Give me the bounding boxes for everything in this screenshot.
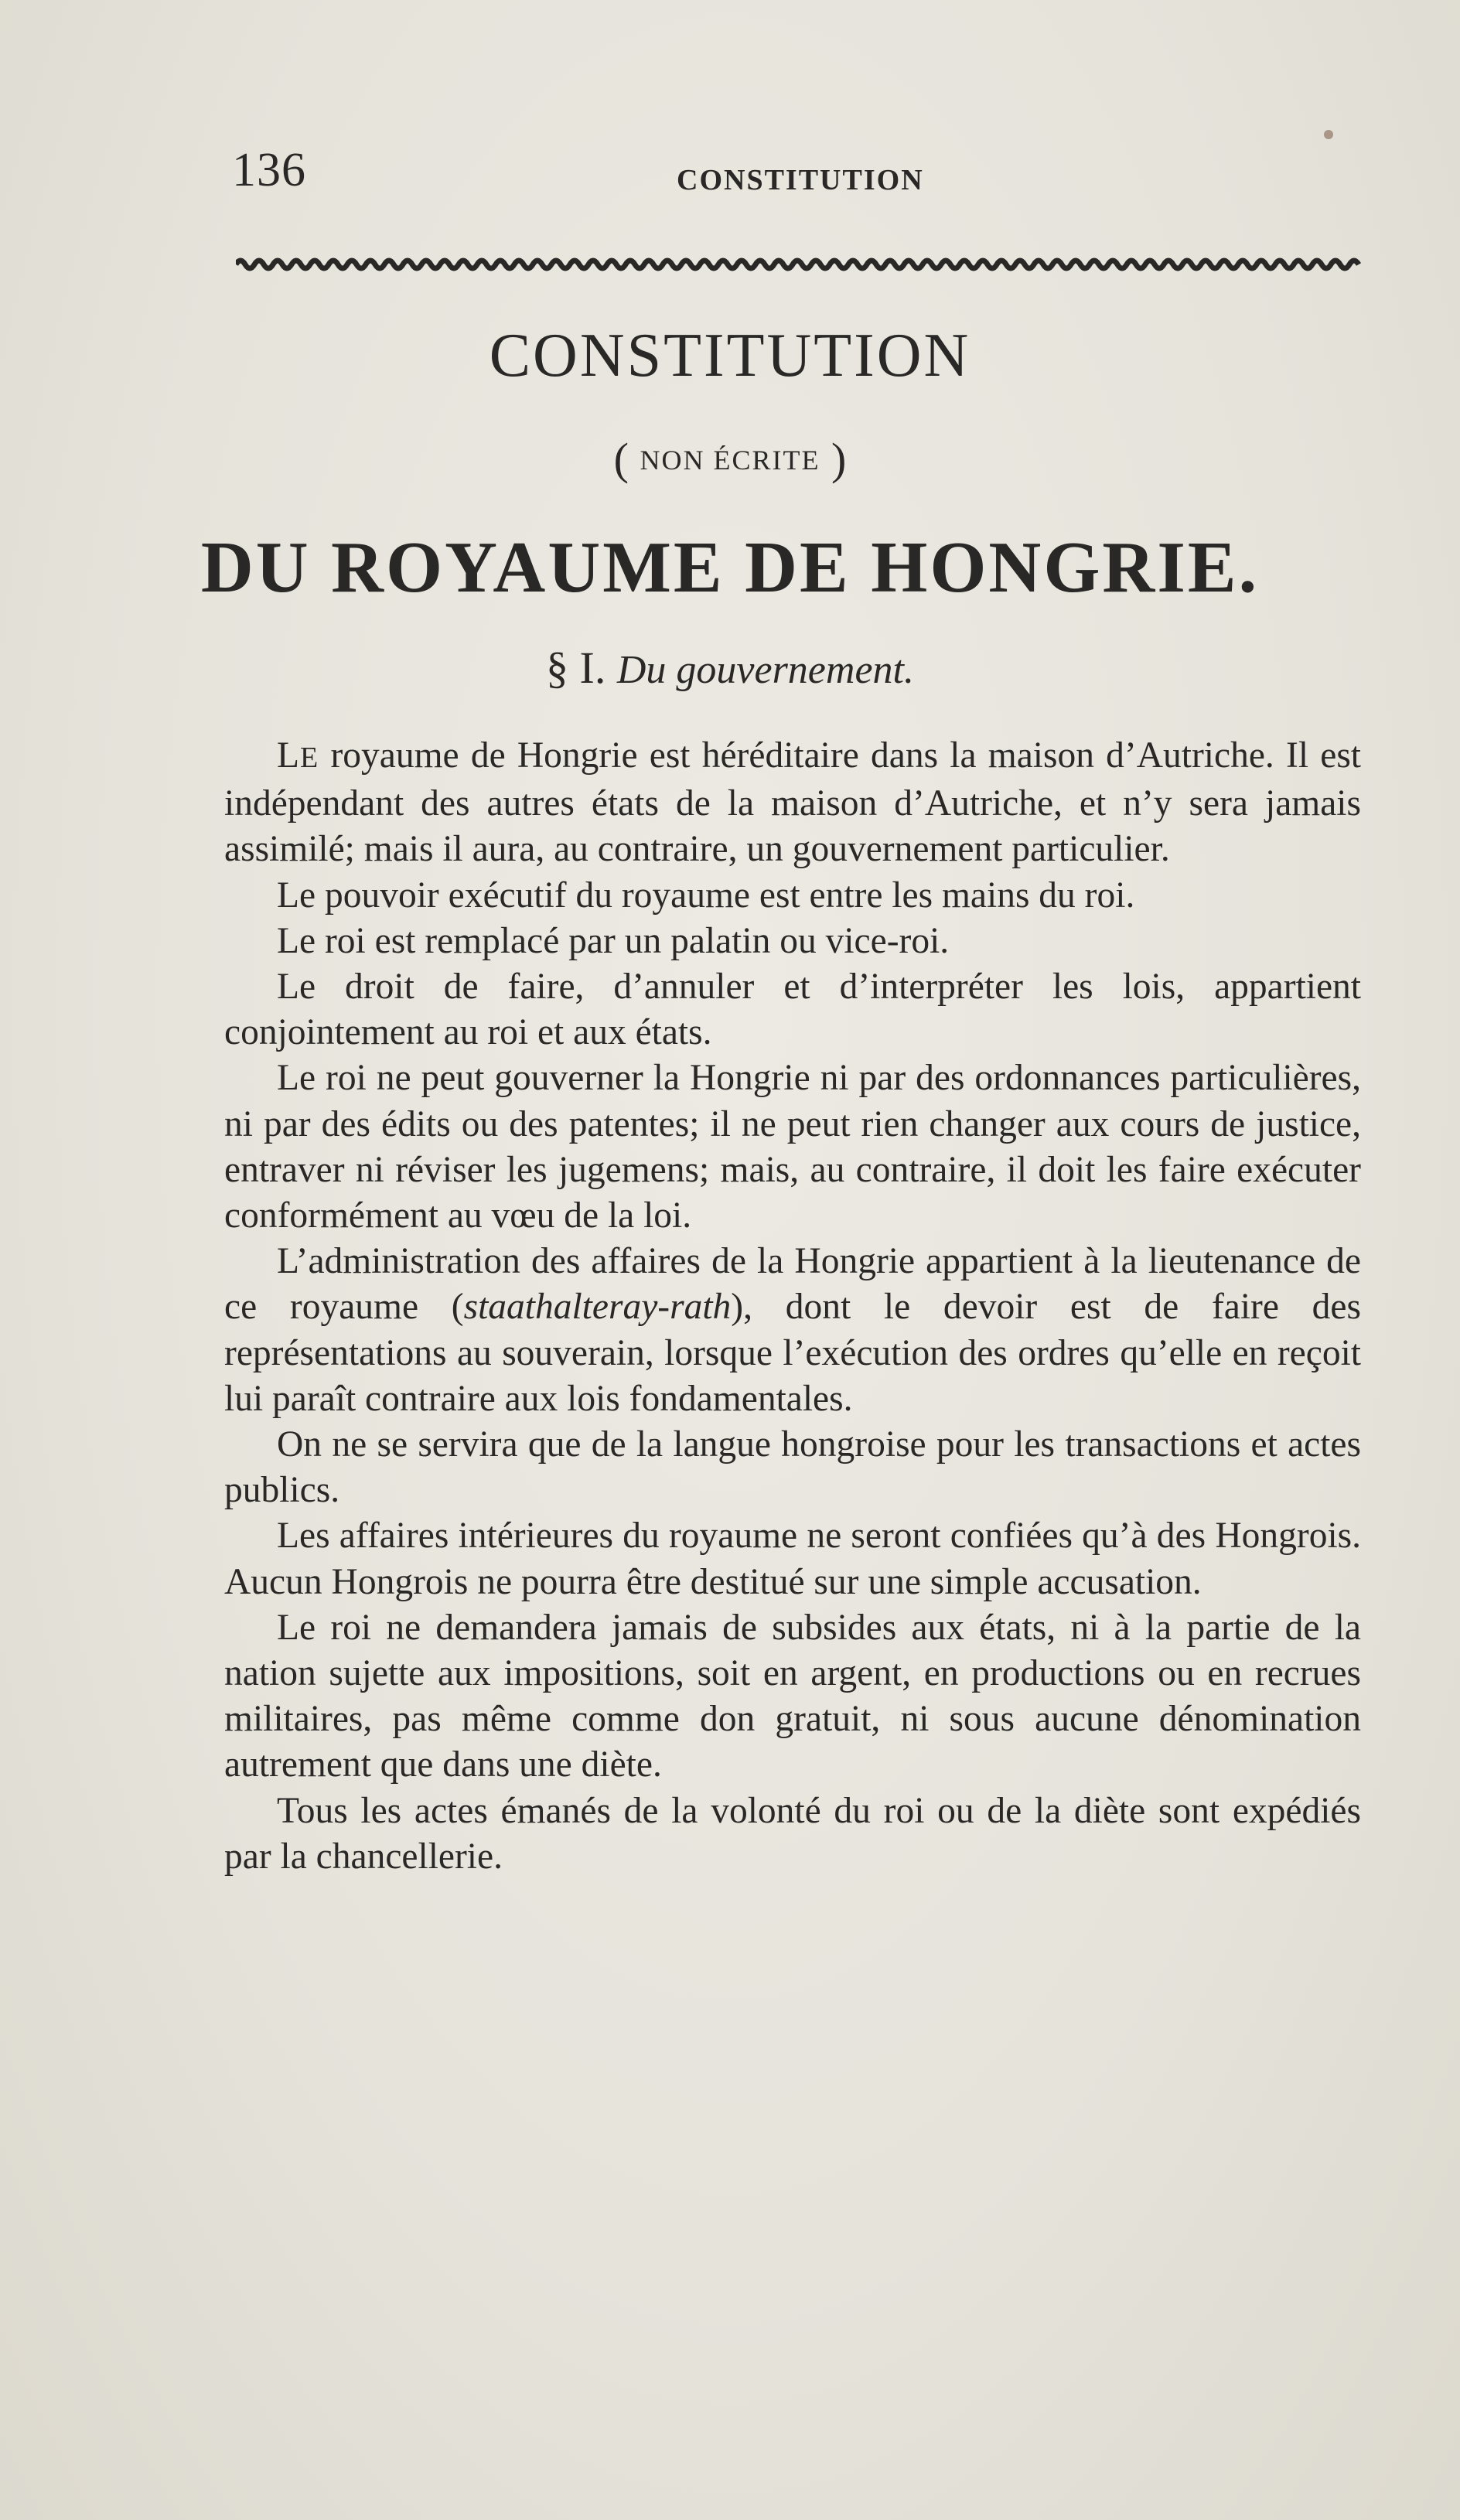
- subtitle-open-paren: (: [613, 434, 629, 484]
- paragraph-5: Le roi ne peut gouverner la Hongrie ni par des ordonnances particulières, ni par des édits ou des patentes; il ne peut rien changer aux cours de justice, entraver ni réviser les jugemens; mais, au contraire, il doit les faire exécuter conformément au vœu de la loi.: [224, 1058, 1361, 1236]
- lettrine: [277, 735, 319, 776]
- lettrine-first: L: [277, 735, 301, 776]
- main-title: CONSTITUTION: [489, 322, 971, 390]
- lettrine-rest: E: [300, 742, 319, 774]
- paragraph-3: Le roi est remplacé par un palatin ou vice-roi.: [277, 920, 950, 961]
- paragraph-9: Le roi ne demandera jamais de subsides aux états, ni à la partie de la nation sujette aux impositions, soit en argent, en productions ou en recrues militaires, pas même comme don gratuit, ni sous aucune dénomination autrement que dans une diète.: [224, 1607, 1361, 1785]
- paragraph-6: [224, 1239, 1361, 1422]
- page-number: 136: [232, 144, 306, 196]
- section-heading: [0, 642, 1460, 694]
- page-header: [232, 143, 1392, 213]
- subtitle-text: NON ÉCRITE: [640, 445, 820, 476]
- paragraph-text-before: L’administration des affaires de la Hongrie appartient à la lieutenance de ce royaume (: [224, 1241, 1361, 1328]
- paragraph-2: Le pouvoir exécutif du royaume est entre les mains du roi.: [277, 875, 1135, 916]
- paragraph-10: Tous les actes émanés de la volonté du roi ou de la diète sont expédiés par la chancellerie.: [224, 1790, 1361, 1877]
- kingdom-title: DU ROYAUME DE HONGRIE.: [200, 527, 1260, 608]
- paragraph-4: Le droit de faire, d’annuler et d’interpréter les lois, appartient conjointement au roi et aux états.: [224, 967, 1361, 1053]
- section-number: § I.: [546, 643, 606, 693]
- subtitle-close-paren: ): [831, 434, 847, 484]
- paragraph-text: royaume de Hongrie est héréditaire dans la maison d’Autriche. Il est indépendant des autres états de la maison d’Autriche, et n’y sera jamais assimilé; mais il aura, au contraire, un gouvernement particulier.: [224, 735, 1361, 870]
- paragraph-8: Les affaires intérieures du royaume ne seront confiées qu’à des Hongrois. Aucun Hongrois ne pourra être destitué sur une simple accusation.: [224, 1516, 1361, 1602]
- subtitle: [0, 433, 1460, 485]
- body-text: [224, 733, 1361, 1880]
- section-title: Du gouvernement.: [616, 648, 914, 692]
- paragraph-7: On ne se servira que de la langue hongroise pour les transactions et actes publics.: [224, 1424, 1361, 1511]
- foxing-spot: [1324, 130, 1333, 139]
- paragraph-text-after: ), dont le devoir est de faire des représentations au souverain, lorsque l’exécution des ordres qu’elle en reçoit lui paraît contraire aux lois fondamentales.: [224, 1287, 1361, 1419]
- running-title: CONSTITUTION: [677, 164, 924, 196]
- ornamental-rule: [236, 255, 1365, 274]
- paragraph-italic-term: staathalteray-rath: [463, 1287, 732, 1328]
- paragraph-1: [224, 733, 1361, 873]
